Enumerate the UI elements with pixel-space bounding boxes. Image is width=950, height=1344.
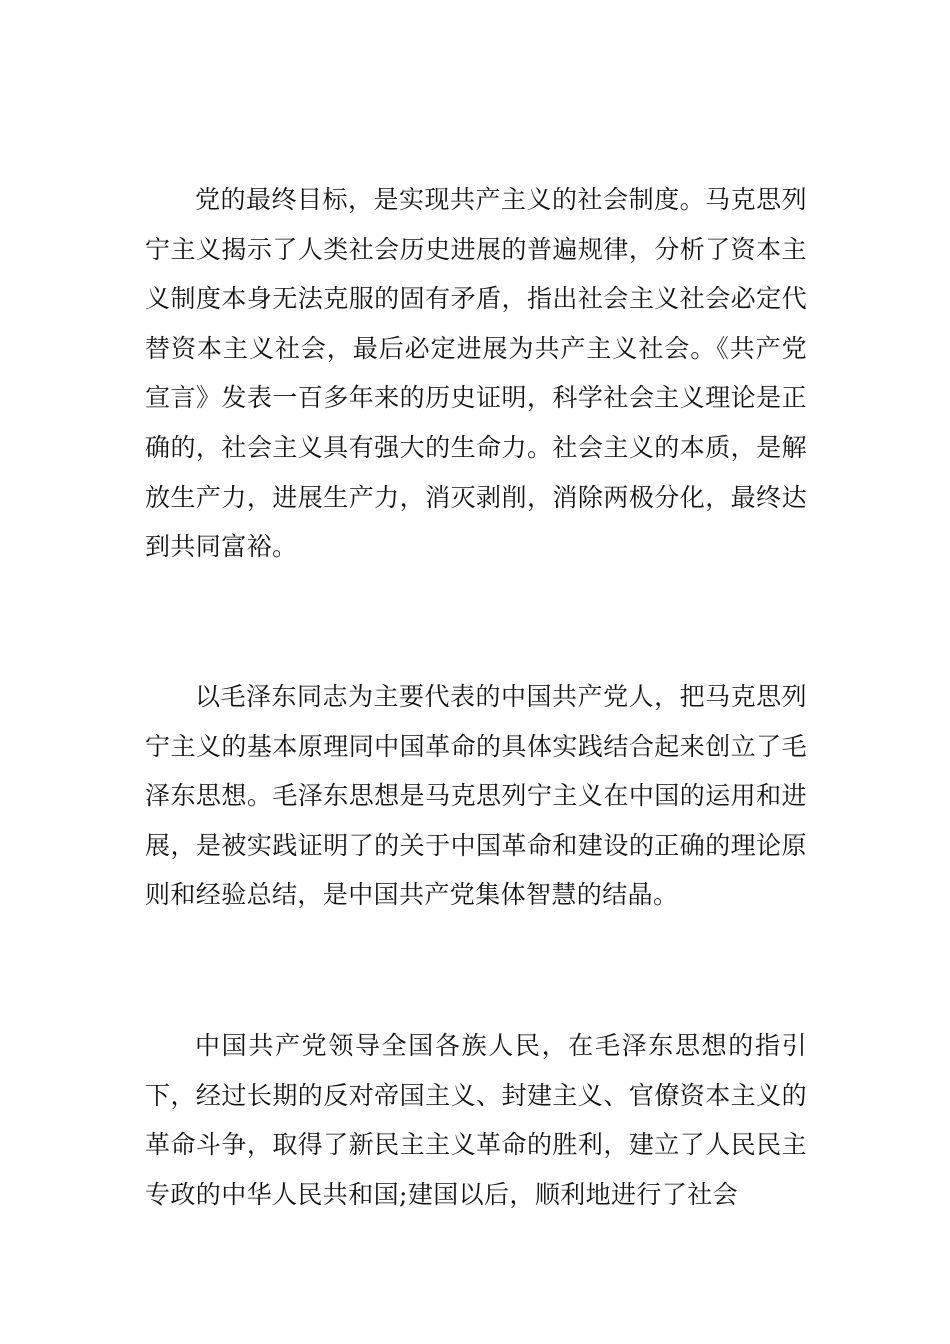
paragraph-revolution-history: 中国共产党领导全国各族人民，在毛泽东思想的指引下，经过长期的反对帝国主义、封建主义、官僚资本主义的革命斗争，取得了新民主主义革命的胜利，建立了人民民主专政的中华人民共和国;建国以后，顺利地进行了社会: [145, 1031, 807, 1209]
paragraph-mao-zedong-thought: 以毛泽东同志为主要代表的中国共产党人，把马克思列宁主义的基本原理同中国革命的具体实践结合起来创立了毛泽东思想。毛泽东思想是马克思列宁主义在中国的运用和进展，是被实践证明了的关于中国革命和建设的正确的理论原则和经验总结，是中国共产党集体智慧的结晶。: [145, 682, 807, 910]
paragraph-final-goal: 党的最终目标，是实现共产主义的社会制度。马克思列宁主义揭示了人类社会历史进展的普遍规律，分析了资本主义制度本身无法克服的固有矛盾，指出社会主义社会必定代替资本主义社会，最后必定进展为共产主义社会。《共产党宣言》发表一百多年来的历史证明，科学社会主义理论是正确的，社会主义具有强大的生命力。社会主义的本质，是解放生产力，进展生产力，消灭剥削，消除两极分化，最终达到共同富裕。: [145, 185, 807, 562]
